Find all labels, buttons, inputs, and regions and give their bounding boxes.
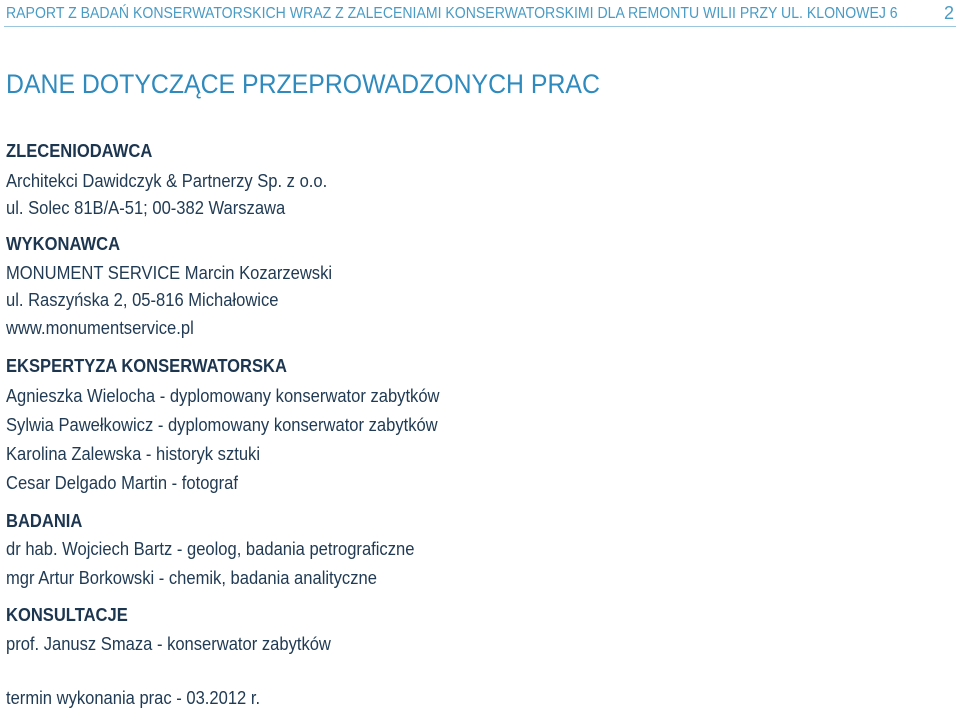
section-heading-zleceniodawca: ZLECENIODAWCA (6, 141, 153, 161)
konsultacje-member: prof. Janusz Smaza - konserwator zabytków (6, 634, 331, 654)
zleceniodawca-name: Architekci Dawidczyk & Partnerzy Sp. z o.o. (6, 171, 328, 191)
section-heading-konsultacje: KONSULTACJE (6, 605, 128, 625)
badania-member: dr hab. Wojciech Bartz - geolog, badania petrograficzne (6, 539, 415, 559)
section-heading-badania: BADANIA (6, 511, 83, 531)
ekspertyza-member: Karolina Zalewska - historyk sztuki (6, 444, 261, 464)
ekspertyza-member: Cesar Delgado Martin - fotograf (6, 473, 238, 493)
section-heading-wykonawca: WYKONAWCA (6, 234, 121, 254)
page-title: DANE DOTYCZĄCE PRZEPROWADZONYCH PRAC (6, 69, 600, 99)
ekspertyza-member: Agnieszka Wielocha - dyplomowany konserwator zabytków (6, 386, 440, 406)
section-heading-ekspertyza: EKSPERTYZA KONSERWATORSKA (6, 356, 287, 376)
wykonawca-address: ul. Raszyńska 2, 05-816 Michałowice (6, 290, 279, 310)
running-header: RAPORT Z BADAŃ KONSERWATORSKICH WRAZ Z ZALECENIAMI KONSERWATORSKIMI DLA REMONTU WILII PRZY UL. KLONOWEJ 6 (6, 5, 898, 22)
wykonawca-website: www.monumentservice.pl (6, 318, 194, 338)
zleceniodawca-address: ul. Solec 81B/A-51; 00-382 Warszawa (6, 198, 286, 218)
wykonawca-name: MONUMENT SERVICE Marcin Kozarzewski (6, 263, 333, 283)
page-number: 2 (943, 3, 954, 23)
header-divider (4, 26, 956, 27)
completion-date: termin wykonania prac - 03.2012 r. (6, 688, 261, 708)
badania-member: mgr Artur Borkowski - chemik, badania analityczne (6, 568, 377, 588)
ekspertyza-member: Sylwia Pawełkowicz - dyplomowany konserwator zabytków (6, 415, 438, 435)
